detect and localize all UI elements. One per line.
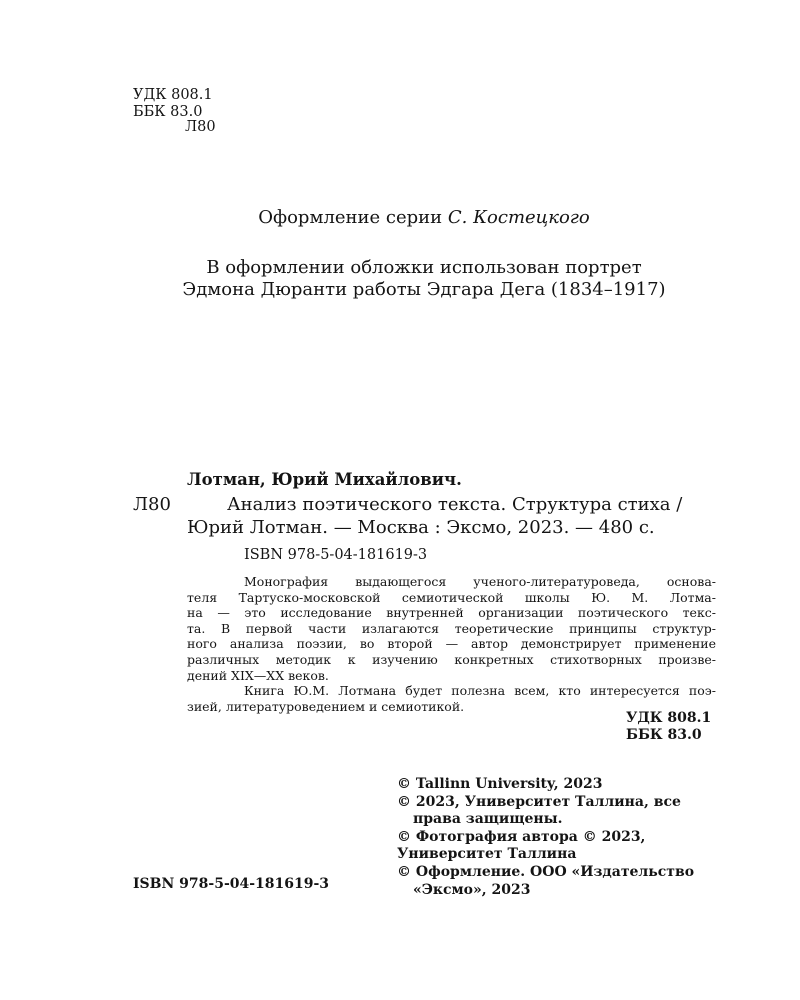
series-design-credit [48, 207, 800, 229]
abstract-line: теля Тартуско-московской семиотической школы Ю. М. Лотма- [187, 589, 716, 605]
copyright-line: «Эксмо», 2023 [413, 881, 531, 898]
record-bbk: ББК 83.0 [626, 727, 702, 743]
abstract [187, 574, 716, 714]
isbn-record: ISBN 978-5-04-181619-3 [244, 547, 428, 563]
abstract-line: различных методик к изучению конкретных стихотворных произве- [187, 651, 716, 667]
title-line: Анализ поэтического текста. Структура стиха / [227, 494, 683, 515]
abstract-line: ного анализа поэзии, во второй — автор демонстрирует применение [187, 636, 716, 652]
author-code: Л80 [133, 494, 171, 515]
abstract-line: дений XIX—XX веков. [187, 667, 329, 683]
author-heading: Лотман, Юрий Михайлович. [187, 470, 462, 489]
series-designer: С. Костецкого [447, 207, 590, 228]
abstract-line: Монография выдающегося ученого-литературоведа, основа- [244, 574, 716, 589]
isbn-bottom: ISBN 978-5-04-181619-3 [133, 876, 330, 892]
cover-note-line-2: Эдмона Дюранти работы Эдгара Дега (1834–1917) [182, 279, 666, 300]
copyright-line: Университет Таллина [397, 846, 577, 863]
abstract-line: Книга Ю.М. Лотмана будет полезна всем, кто интересуется поэ- [244, 683, 716, 699]
record-udk: УДК 808.1 [626, 710, 712, 726]
imprint-line: Юрий Лотман. — Москва : Эксмо, 2023. — 480 с. [187, 517, 655, 538]
abstract-line: та. В первой части излагаются теоретические принципы структур- [187, 620, 716, 636]
copyright-line: © Оформление. ООО «Издательство [397, 863, 695, 880]
top-bbk: ББК 83.0 [133, 104, 203, 120]
abstract-line: зией, литературоведением и семиотикой. [187, 698, 465, 714]
copyright-line: © Фотография автора © 2023, [397, 828, 646, 845]
copyright-line: права защищены. [413, 811, 563, 828]
top-udk: УДК 808.1 [133, 87, 213, 103]
series-prefix: Оформление серии [258, 207, 448, 228]
abstract-line: на — это исследование внутренней организации поэтического текс- [187, 605, 716, 621]
copyright-line: © Tallinn University, 2023 [397, 776, 603, 792]
copyright-block [397, 776, 777, 899]
copyright-line: © 2023, Университет Таллина, все [397, 793, 681, 810]
cover-note-line-1: В оформлении обложки использован портрет [206, 257, 642, 278]
top-author-code: Л80 [185, 119, 216, 135]
